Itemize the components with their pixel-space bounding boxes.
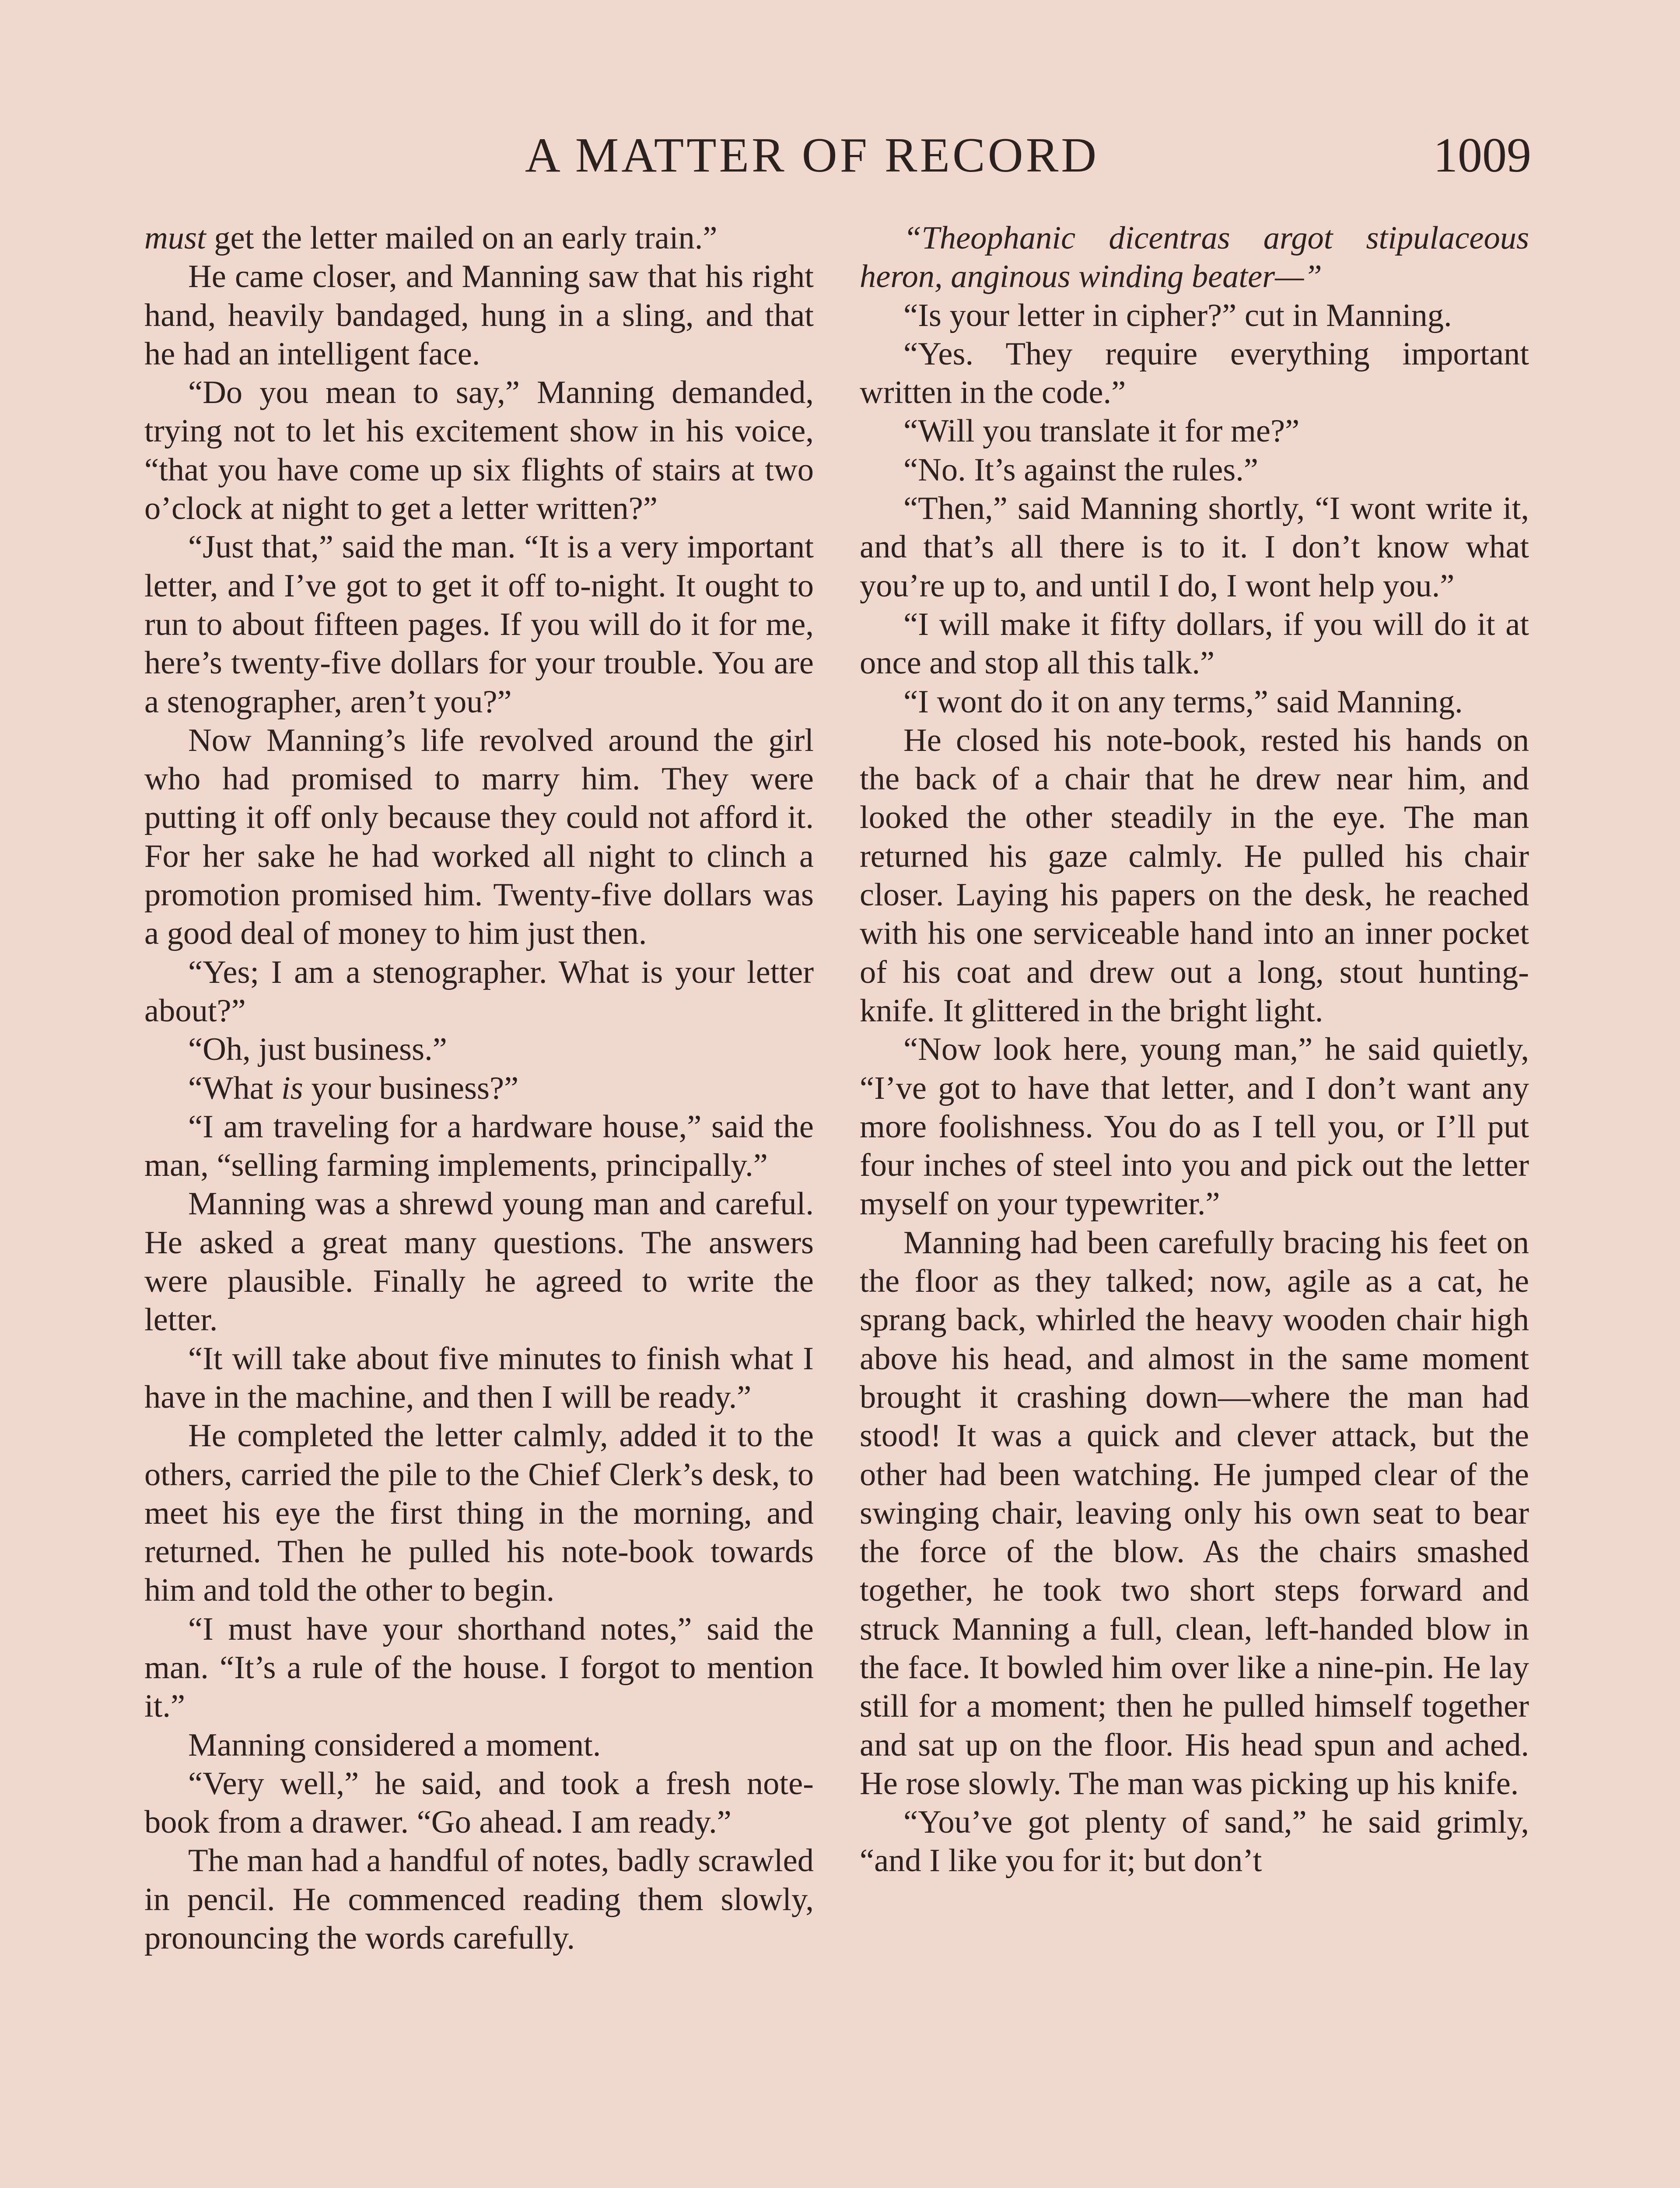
paragraph: “Yes; I am a stenographer. What is your letter about?” (144, 954, 814, 1029)
paragraph: “Then,” said Manning shortly, “I wont write it, and that’s all there is to it. I don’t know what you’re up to, and until I do, I wont help you.” (860, 491, 1529, 604)
paragraph: “No. It’s against the rules.” (903, 452, 1258, 488)
paragraph: “You’ve got plenty of sand,” he said grimly, “and I like you for it; but don’t (860, 1804, 1529, 1879)
paragraph: “Just that,” said the man. “It is a very important letter, and I’ve got to get it off to-night. It ought to run to about fifteen pages. If you will do it for me, here’s twenty-five dollars for your trouble. You are a stenographer, aren’t you?” (144, 529, 814, 720)
paragraph (144, 219, 814, 257)
left-column (144, 219, 814, 1957)
paragraph-text: get the letter mailed on an early train.” (206, 220, 718, 256)
paragraph: “Now look here, young man,” he said quietly, “I’ve got to have that letter, and I don’t want any more foolishness. You do as I tell you, or I’ll put four inches of steel into you and pick out the letter myself on your typewriter.” (860, 1031, 1529, 1222)
paragraph: “Yes. They require everything important written in the code.” (860, 336, 1529, 411)
paragraph: He closed his note-book, rested his hands on the back of a chair that he drew near him, and looked the other steadily in the eye. The man returned his gaze calmly. He pulled his chair closer. Laying his papers on the desk, he reached with his one serviceable hand into an inner pocket of his coat and drew out a long, stout hunting-knife. It glittered in the bright light. (860, 722, 1529, 1029)
paragraph-text: “What (188, 1070, 282, 1106)
paragraph (144, 1069, 814, 1108)
paragraph: Manning was a shrewd young man and careful. He asked a great many questions. The answers were plausible. Finally he agreed to write the letter. (144, 1186, 814, 1338)
page-number: 1009 (1433, 128, 1531, 182)
cipher-text: “Theophanic dicentras argot stipulaceous heron, anginous winding beater—” (860, 220, 1529, 295)
cipher-paragraph (860, 219, 1529, 296)
paragraph: “I wont do it on any terms,” said Manning. (903, 684, 1463, 720)
paragraph: “It will take about five minutes to finish what I have in the machine, and then I will be ready.” (144, 1340, 814, 1415)
running-header (144, 127, 1544, 184)
paragraph: The man had a handful of notes, badly scrawled in pencil. He commenced reading them slowly, pronouncing the words carefully. (144, 1843, 814, 1957)
paragraph: “I will make it fifty dollars, if you will do it at once and stop all this talk.” (860, 606, 1529, 681)
running-title: A MATTER OF RECORD (525, 128, 1099, 182)
paragraph-text: your business?” (303, 1070, 519, 1106)
paragraph: “Do you mean to say,” Manning demanded, trying not to let his excitement show in his voice, “that you have come up six flights of stairs at two o’clock at night to get a letter written?” (144, 375, 814, 527)
paragraph: “Oh, just business.” (188, 1031, 447, 1068)
paragraph: Now Manning’s life revolved around the girl who had promised to marry him. They were putting it off only because they could not afford it. For her sake he had worked all night to clinch a promotion promised him. Twenty-five dollars was a good deal of money to him just then. (144, 722, 814, 952)
paragraph: “Will you translate it for me?” (903, 413, 1300, 449)
paragraph: “I am traveling for a hardware house,” said the man, “selling farming implements, principally.” (144, 1108, 814, 1184)
emphasis: must (144, 220, 206, 256)
paragraph: He came closer, and Manning saw that his right hand, heavily bandaged, hung in a sling, and that he had an intelligent face. (144, 259, 814, 372)
paragraph: “Very well,” he said, and took a fresh note-book from a drawer. “Go ahead. I am ready.” (144, 1765, 814, 1841)
paragraph: “Is your letter in cipher?” cut in Manning. (903, 297, 1452, 333)
paragraph: He completed the letter calmly, added it to the others, carried the pile to the Chief Clerk’s desk, to meet his eye the first thing in the morning, and returned. Then he pulled his note-book towards him and told the other to begin. (144, 1418, 814, 1609)
emphasis: is (281, 1070, 303, 1106)
paragraph: Manning had been carefully bracing his feet on the floor as they talked; now, agile as a cat, he sprang back, whirled the heavy wooden chair high above his head, and almost in the same moment brought it crashing down—where the man had stood! It was a quick and clever attack, but the other had been watching. He jumped clear of the swinging chair, leaving only his own seat to bear the force of the blow. As the chairs smashed together, he took two short steps forward and struck Manning a full, clean, left-handed blow in the face. It bowled him over like a nine-pin. He lay still for a moment; then he pulled himself together and sat up on the floor. His head spun and ached. He rose slowly. The man was picking up his knife. (860, 1224, 1529, 1802)
right-column (860, 219, 1529, 1880)
paragraph: “I must have your shorthand notes,” said the man. “It’s a rule of the house. I forgot to mention it.” (144, 1611, 814, 1725)
paragraph: Manning considered a moment. (188, 1727, 601, 1763)
